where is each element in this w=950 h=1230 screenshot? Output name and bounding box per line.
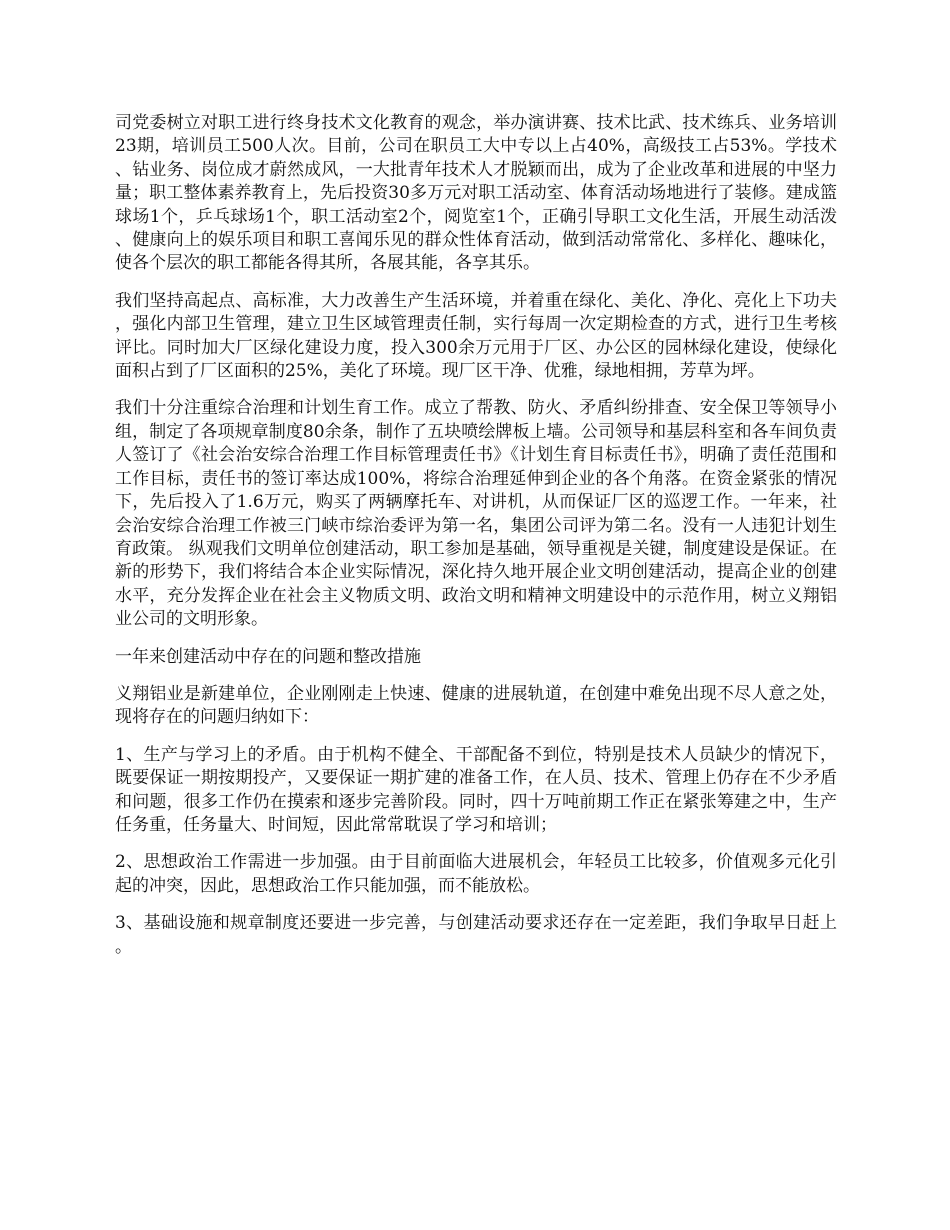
list-item-problem-1: 1、生产与学习上的矛盾。由于机构不健全、干部配备不到位，特别是技术人员缺少的情况下，既要保证一期按期投产，又要保证一期扩建的准备工作，在人员、技术、管理上仍存在不少矛盾和问题，很多工作仍在摸索和逐步完善阶段。同时，四十万吨前期工作正在紧张筹建之中，生产任务重，任务量大、时间短，因此常常耽误了学习和培训； [115,744,837,835]
paragraph-environment: 我们坚持高起点、高标准，大力改善生产生活环境，并着重在绿化、美化、净化、亮化上下功夫，强化内部卫生管理，建立卫生区域管理责任制，实行每周一次定期检查的方式，进行卫生考核评比。同时加大厂区绿化建设力度，投入300余万元用于厂区、办公区的园林绿化建设，使绿化面积占到了厂区面积的25%，美化了环境。现厂区干净、优雅，绿地相拥，芳草为坪。 [115,290,837,382]
document-body [115,112,837,973]
section-heading-problems: 一年来创建活动中存在的问题和整改措施 [115,646,421,667]
paragraph-employee-education: 司党委树立对职工进行终身技术文化教育的观念，举办演讲赛、技术比武、技术练兵、业务培训23期，培训员工500人次。目前，公司在职员工大中专以上占40%，高级技工占53%。学技术、钻业务、岗位成才蔚然成风，一大批青年技术人才脱颖而出，成为了企业改革和进展的中坚力量；职工整体素养教育上，先后投资30多万元对职工活动室、体育活动场地进行了装修。建成篮球场1个，乒乓球场1个，职工活动室2个，阅览室1个，正确引导职工文化生活，开展生动活泼、健康向上的娱乐项目和职工喜闻乐见的群众性体育活动，做到活动常常化、多样化、趣味化，使各个层次的职工都能各得其所，各展其能，各享其乐。 [115,113,837,274]
paragraph-comprehensive-governance: 我们十分注重综合治理和计划生育工作。成立了帮教、防火、矛盾纠纷排查、安全保卫等领导小组，制定了各项规章制度80余条，制作了五块喷绘牌板上墙。公司领导和基层科室和各车间负责人签订了《社会治安综合治理工作目标管理责任书》《计划生育目标责任书》，明确了责任范围和工作目标，责任书的签订率达成100%，将综合治理延伸到企业的各个角落。在资金紧张的情况下，先后投入了1.6万元，购买了两辆摩托车、对讲机，从而保证厂区的巡逻工作。一年来，社会治安综合治理工作被三门峡市综治委评为第一名，集团公司评为第二名。没有一人违犯计划生育政策。 纵观我们文明单位创建活动，职工参加是基础，领导重视是关键，制度建设是保证。在新的形势下，我们将结合本企业实际情况，深化持久地开展企业文明创建活动，提高企业的创建水平，充分发挥企业在社会主义物质文明、政治文明和精神文明建设中的示范作用，树立义翔铝业公司的文明形象。 [115,398,837,630]
list-item-problem-3: 3、基础设施和规章制度还要进一步完善，与创建活动要求还存在一定差距，我们争取早日赶上。 [115,913,837,957]
list-item-problem-2: 2、思想政治工作需进一步加强。由于目前面临大进展机会，年轻员工比较多，价值观多元化引起的冲突，因此，思想政治工作只能加强，而不能放松。 [115,852,837,896]
paragraph-problems-intro: 义翔铝业是新建单位，企业刚刚走上快速、健康的进展轨道，在创建中难免出现不尽人意之处，现将存在的问题归纳如下： [115,683,837,728]
